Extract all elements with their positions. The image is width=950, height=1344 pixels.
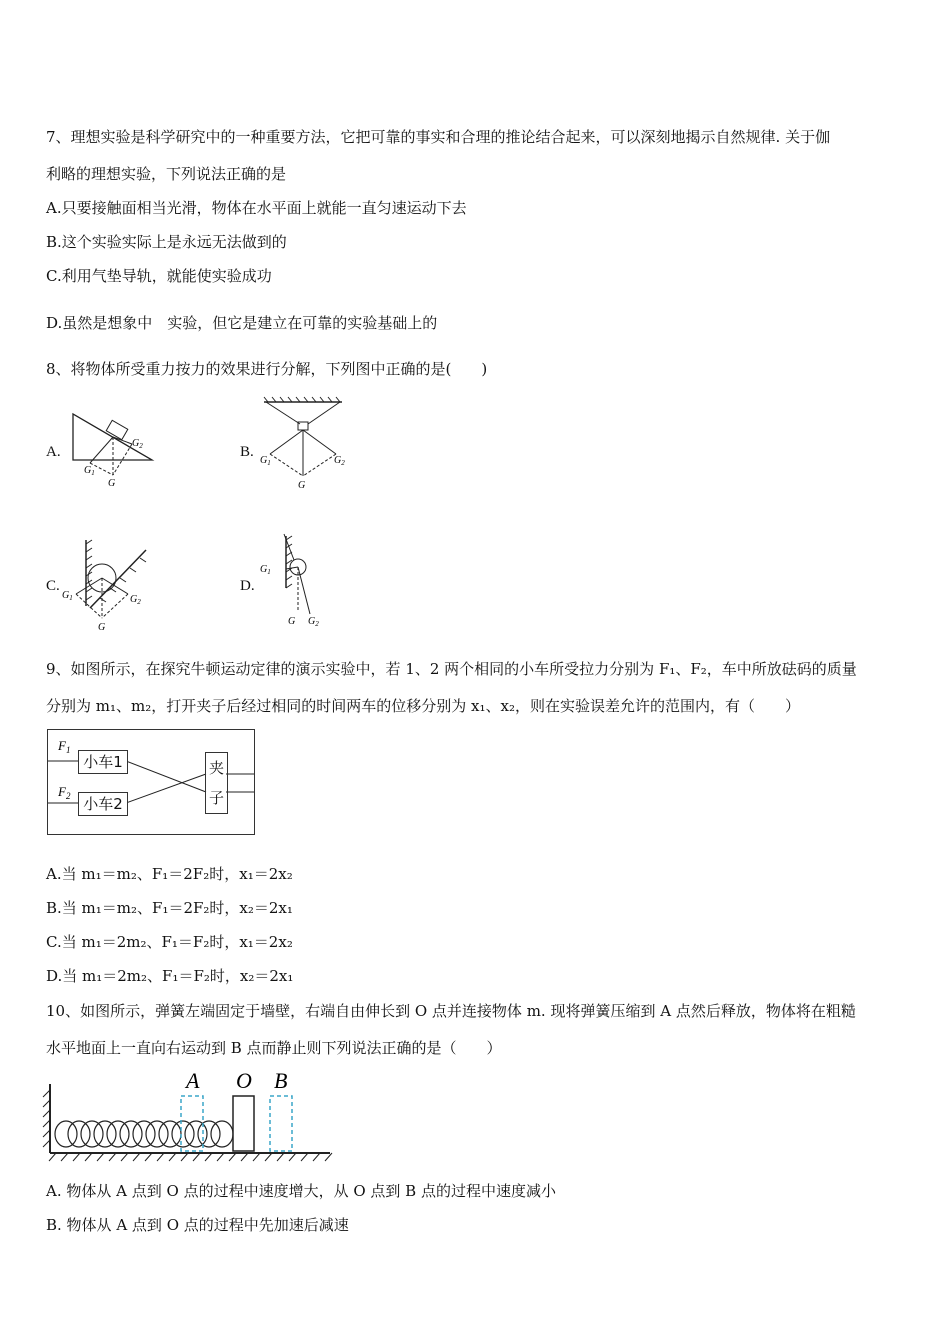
q8-figure-d	[258, 532, 338, 632]
q8-figure-c	[60, 536, 152, 632]
q10-option-a: A. 物体从 A 点到 O 点的过程中速度增大，从 O 点到 B 点的过程中速度减小	[46, 1182, 556, 1200]
q9-option-b: B.当 m₁＝m₂、F₁＝2F₂时，x₂＝2x₁	[46, 899, 293, 917]
q8c-g1-label: $G_1$	[62, 590, 73, 602]
q8-figure-b	[258, 396, 350, 491]
q9-option-c: C.当 m₁＝2m₂、F₁＝F₂时，x₁＝2x₂	[46, 933, 293, 951]
q10-option-b: B. 物体从 A 点到 O 点的过程中先加速后减速	[46, 1216, 349, 1234]
q8-figure-d-label: D.	[240, 578, 255, 594]
q10-stem-line2: 水平地面上一直向右运动到 B 点而静止则下列说法正确的是（ ）	[46, 1039, 502, 1057]
q9-apparatus-diagram	[47, 729, 255, 835]
q10-spring-diagram	[40, 1066, 335, 1164]
q9-cart1: 小车1	[78, 750, 128, 774]
q8a-g-label: G	[108, 478, 116, 489]
q9-stem-line2: 分别为 m₁、m₂，打开夹子后经过相同的时间两车的位移分别为 x₁、x₂，则在实验误差允许的范围内，有（ ）	[46, 697, 800, 715]
q7-stem-line2: 利略的理想实验，下列说法正确的是	[46, 165, 287, 183]
q7-option-c: C.利用气垫导轨，就能使实验成功	[46, 267, 272, 285]
q8-figure-a	[70, 410, 160, 490]
q8b-g1-label: $G_1$	[260, 455, 271, 467]
q8-figure-c-label: C.	[46, 578, 60, 594]
q9-f1-label: $F_1$	[58, 738, 71, 755]
q8-stem: 8、将物体所受重力按力的效果进行分解，下列图中正确的是( )	[46, 360, 488, 378]
q7-option-a: A.只要接触面相当光滑，物体在水平面上就能一直匀速运动下去	[46, 199, 467, 217]
q8b-g-label: G	[298, 480, 306, 491]
q9-clip-top: 夹	[208, 759, 224, 777]
q8d-g1-label: $G_1$	[260, 564, 271, 576]
q7-option-b: B.这个实验实际上是永远无法做到的	[46, 233, 287, 251]
q8-figure-a-label: A.	[46, 444, 61, 460]
q8c-g-label: G	[98, 622, 106, 633]
q9-clip	[205, 752, 228, 814]
q9-clip-bottom: 子	[208, 789, 224, 807]
q10-label-b: B	[274, 1068, 288, 1093]
q7-option-d: D.虽然是想象中 实验，但它是建立在可靠的实验基础上的	[46, 314, 438, 332]
q8c-g2-label: $G_2$	[130, 594, 141, 606]
q9-cart2: 小车2	[78, 792, 128, 816]
q9-option-a: A.当 m₁＝m₂、F₁＝2F₂时，x₁＝2x₂	[46, 865, 293, 883]
q9-f2-label: $F_2$	[58, 784, 71, 801]
q8d-g-label: G	[288, 616, 296, 627]
q10-label-o: O	[236, 1068, 252, 1093]
q9-stem-line1: 9、如图所示，在探究牛顿运动定律的演示实验中，若 1、2 两个相同的小车所受拉力分别为 F₁、F₂，车中所放砝码的质量	[46, 660, 857, 678]
q9-option-d: D.当 m₁＝2m₂、F₁＝F₂时，x₂＝2x₁	[46, 967, 294, 985]
q8a-g1-label: $G_1$	[84, 465, 95, 477]
q8-figure-b-label: B.	[240, 444, 254, 460]
q7-stem-line1: 7、理想实验是科学研究中的一种重要方法，它把可靠的事实和合理的推论结合起来，可以深刻地揭示自然规律. 关于伽	[46, 128, 831, 146]
q8b-g2-label: $G_2$	[334, 455, 345, 467]
q10-stem-line1: 10、如图所示，弹簧左端固定于墙壁，右端自由伸长到 O 点并连接物体 m. 现将弹簧压缩到 A 点然后释放，物体将在粗糙	[46, 1002, 856, 1020]
q8d-g2-label: $G_2$	[308, 616, 319, 628]
q8a-g2-label: $G_2$	[132, 438, 143, 450]
q10-label-a: A	[186, 1068, 200, 1093]
